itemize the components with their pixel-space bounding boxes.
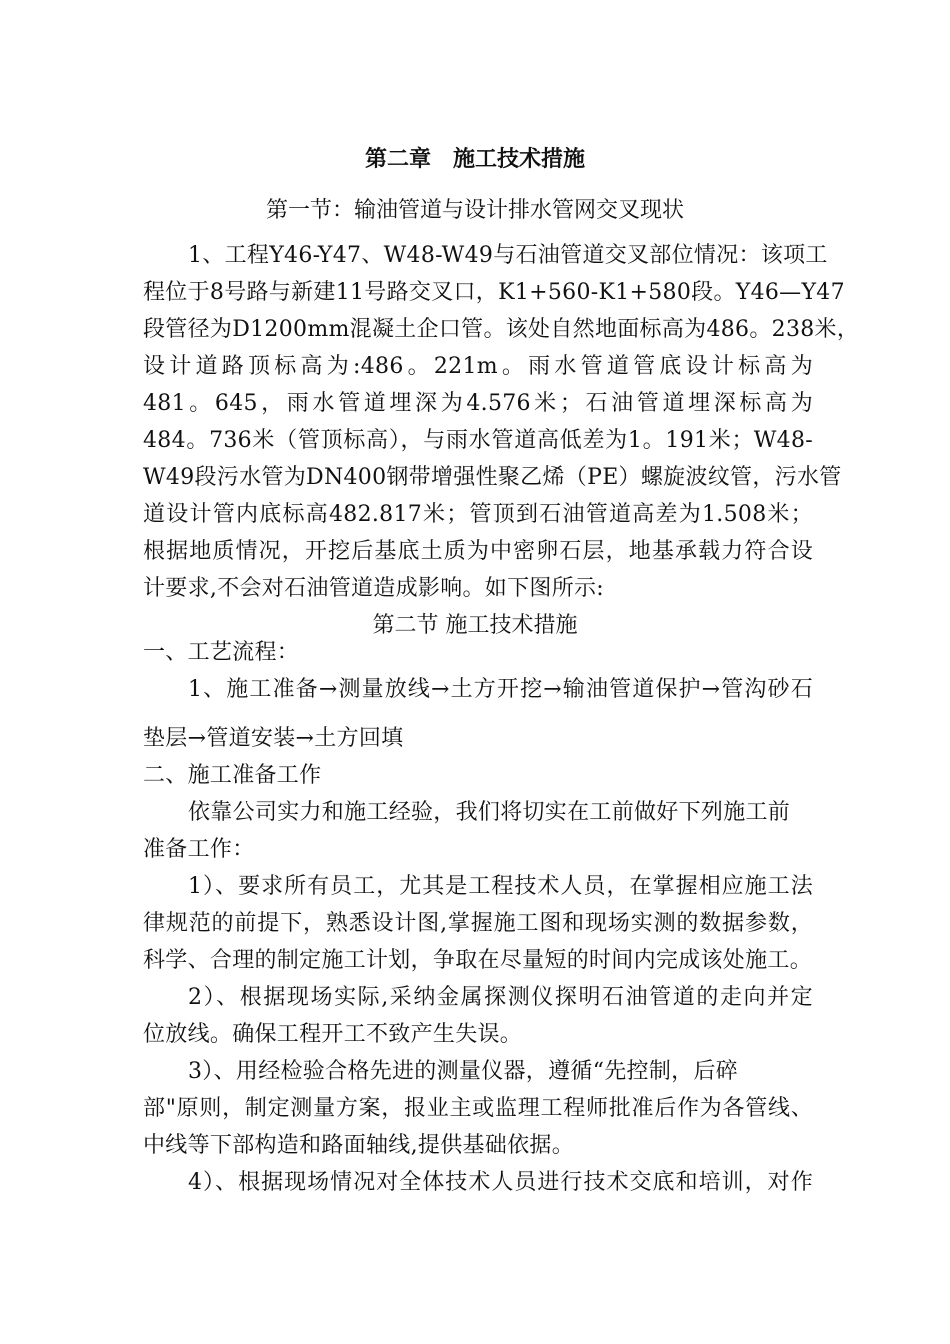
item2-line: 2）、根据现场实际,采纳金属探测仪探明石油管道的走向并定 [188,985,813,1010]
para1-line: 程位于8号路与新建11号路交叉口，K1+560-K1+580段。Y46—Y47 [143,280,845,305]
para1-line: 484。736米（管顶标高），与雨水管道高低差为1。191米；W48- [143,428,813,453]
para1-line: 根据地质情况，开挖后基底土质为中密卵石层，地基承载力符合设 [143,539,813,564]
para1-line: 计要求,不会对石油管道造成影响。如下图所示: [143,576,605,601]
chapter-title: 第二章 施工技术措施 [364,147,585,172]
item4-line: 4）、根据现场情况对全体技术人员进行技术交底和培训，对作 [188,1170,813,1195]
item1-line: 科学、合理的制定施工计划，争取在尽量短的时间内完成该处施工。 [143,948,813,973]
item1-line: 1）、要求所有员工，尤其是工程技术人员，在掌握相应施工法 [188,874,813,899]
item3-line: 3）、用经检验合格先进的测量仪器，遵循“先控制，后碎 [188,1059,739,1084]
para1-line: 设计道路顶标高为:486。221m。雨水管道管底设计标高为 [143,354,813,379]
para1-line: W49段污水管为DN400钢带增强性聚乙烯（PE）螺旋波纹管，污水管 [143,465,842,490]
prep-intro-line: 准备工作： [143,837,255,862]
para1-line: 481。645，雨水管道埋深为4.576米；石油管道埋深标高为 [143,391,813,416]
heading-process-flow: 一、工艺流程： [143,640,300,665]
item1-line: 律规范的前提下，熟悉设计图,掌握施工图和现场实测的数据参数， [143,911,813,936]
section2-title: 第二节 施工技术措施 [372,613,578,638]
para1-line: 1、工程Y46-Y47、W48-W49与石油管道交叉部位情况：该项工 [188,243,828,268]
prep-intro-line: 依靠公司实力和施工经验，我们将切实在工前做好下列施工前 [188,800,791,825]
item3-line: 中线等下部构造和路面轴线,提供基础依据。 [143,1133,574,1158]
item3-line: 部"原则，制定测量方案，报业主或监理工程师批准后作为各管线、 [143,1096,813,1121]
flow-line: 垫层→管道安装→土方回填 [143,726,404,751]
para1-line: 道设计管内底标高482.817米；管顶到石油管道高差为1.508米； [143,502,813,527]
heading-preparation: 二、施工准备工作 [143,763,322,788]
item2-line: 位放线。确保工程开工不致产生失误。 [143,1022,523,1047]
flow-line: 1、施工准备→测量放线→土方开挖→输油管道保护→管沟砂石 [188,677,813,702]
para1-line: 段管径为D1200mm混凝土企口管。该处自然地面标高为486。238米， [143,317,860,342]
section1-title: 第一节：输油管道与设计排水管网交叉现状 [265,198,684,223]
